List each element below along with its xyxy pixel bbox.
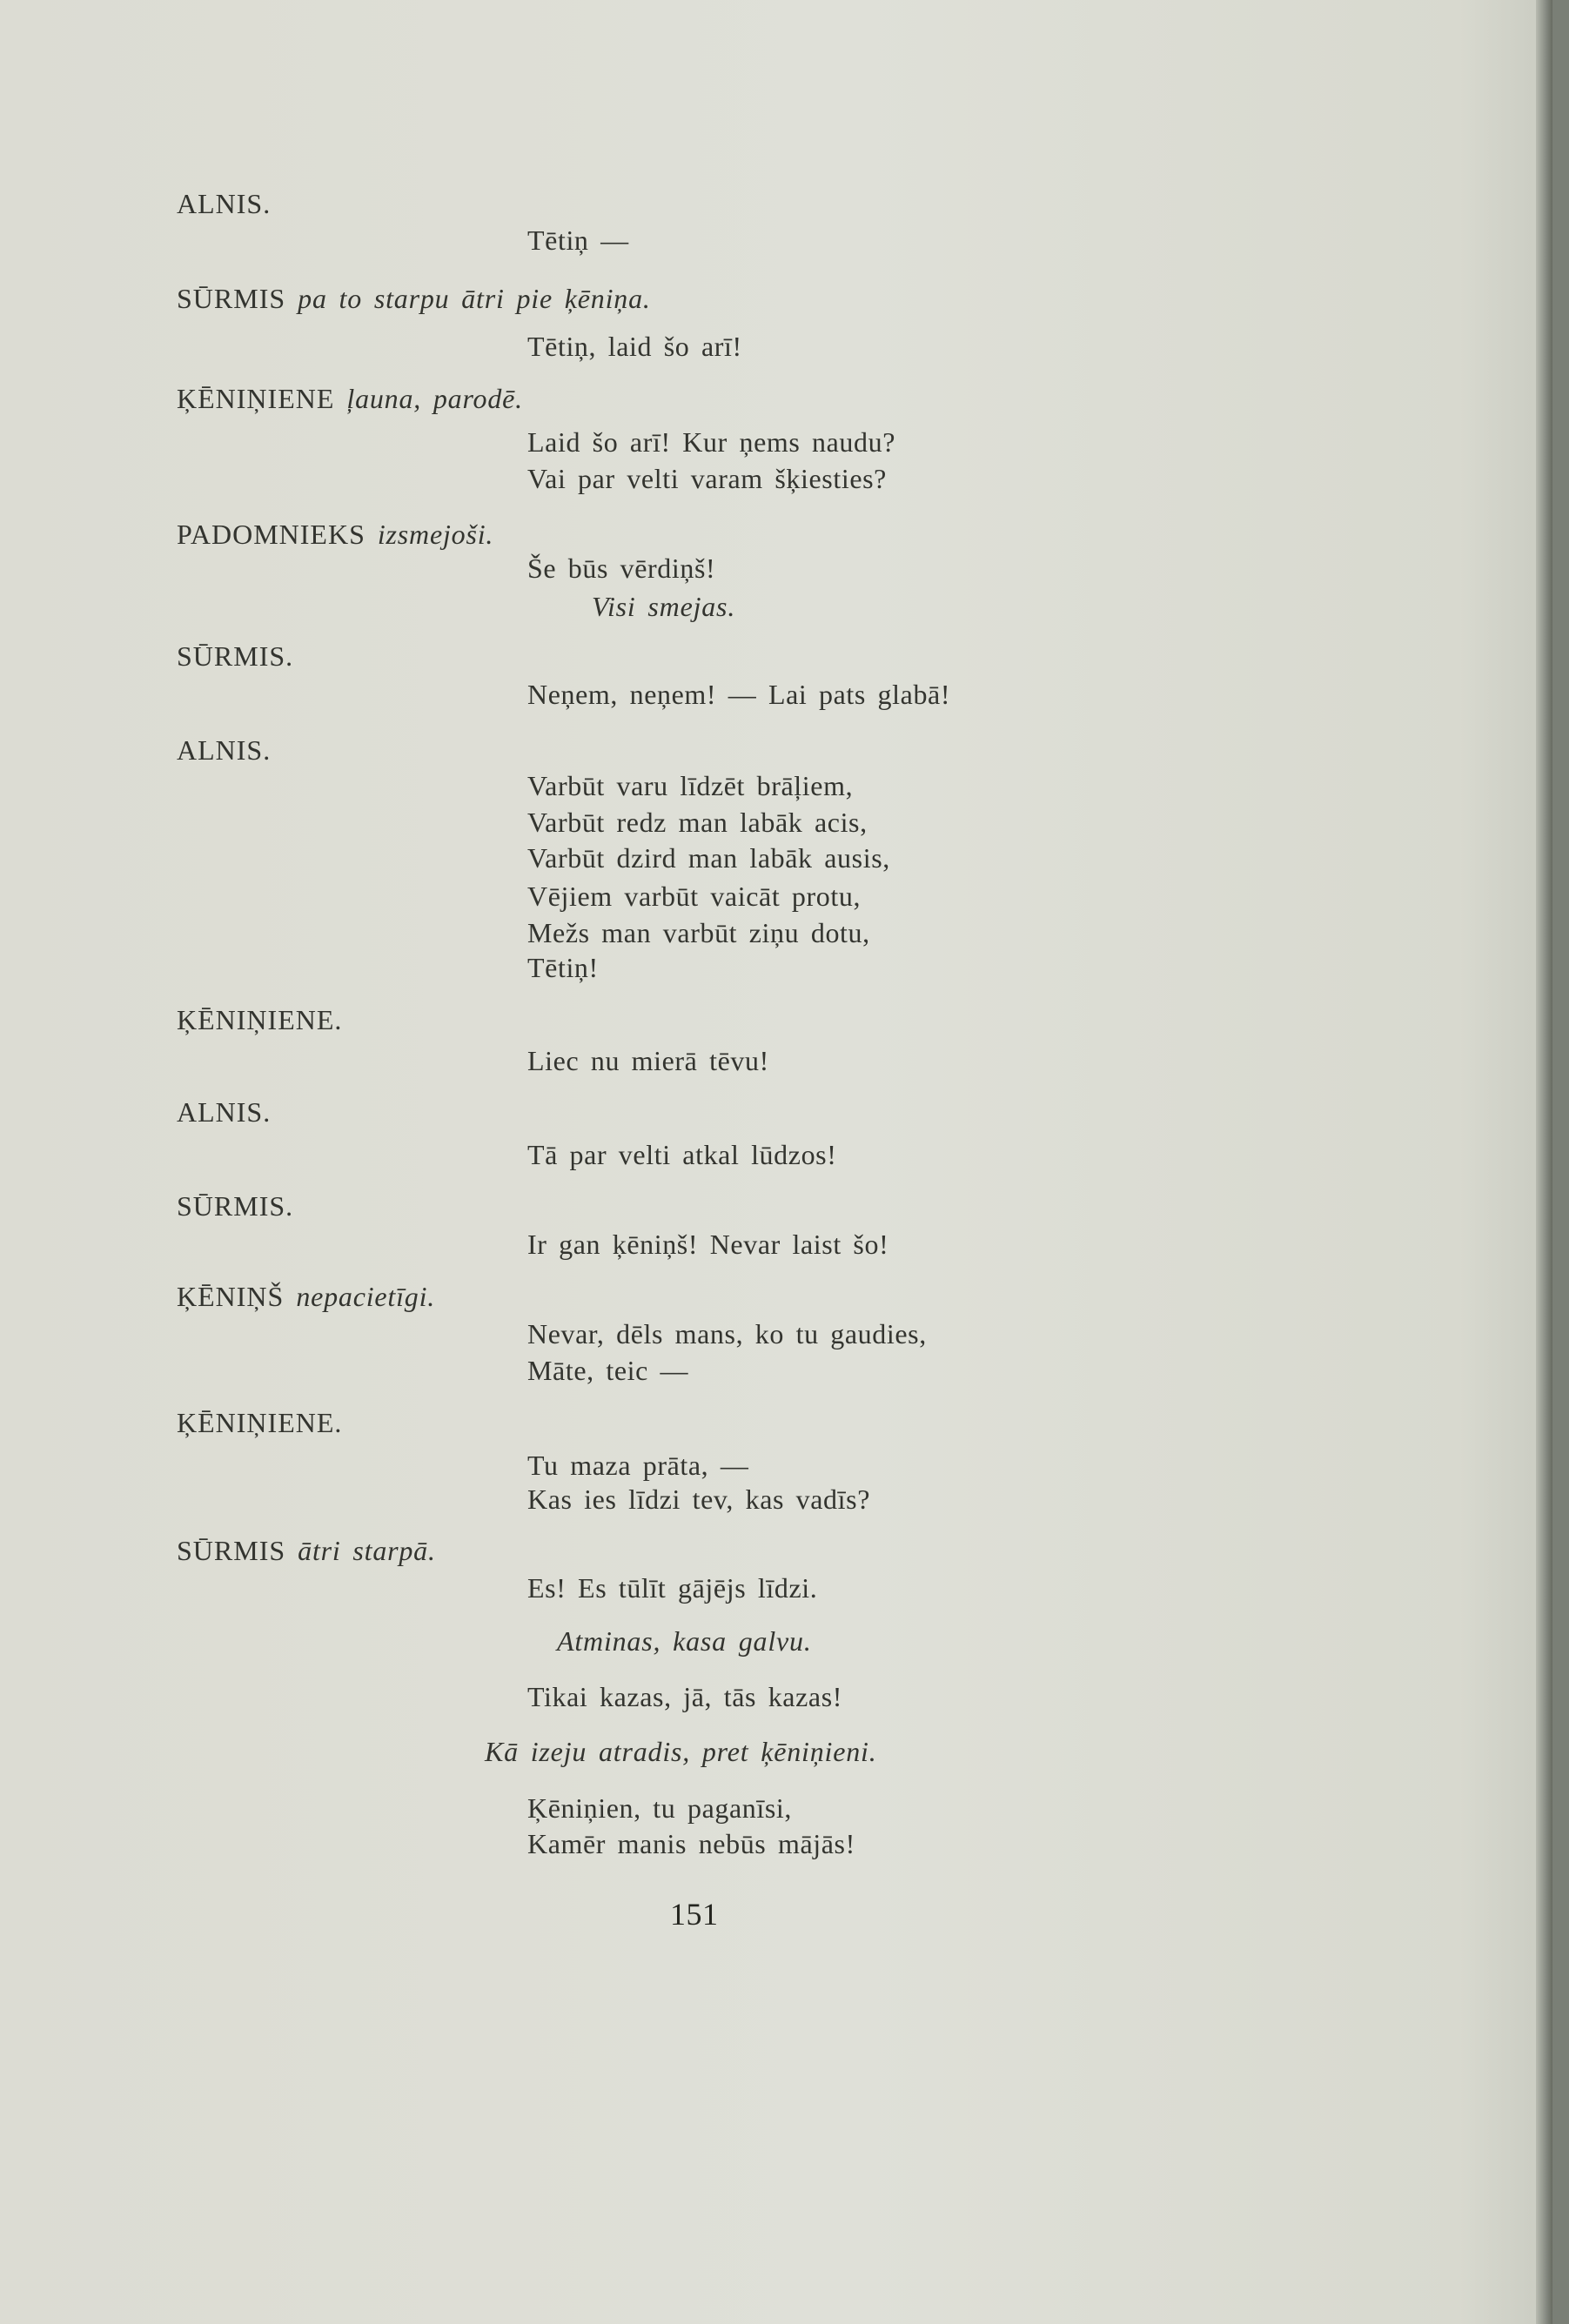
speaker-surmis: SŪRMIS bbox=[177, 283, 286, 314]
page-edge-shadow bbox=[1536, 0, 1552, 2324]
speaker-padomnieks: PADOMNIEKS bbox=[177, 519, 365, 550]
stage-direction: izsmejoši. bbox=[377, 519, 494, 550]
verse-line: Varbūt varu līdzēt brāļiem, bbox=[527, 770, 854, 801]
stage-direction: ļauna, parodē. bbox=[346, 383, 523, 414]
speaker-direction-line bbox=[177, 381, 523, 416]
dialogue-line: Liec nu mierā tēvu! bbox=[527, 1045, 769, 1076]
speaker-direction-line bbox=[177, 1279, 435, 1314]
speaker-alnis: ALNIS. bbox=[177, 1096, 272, 1128]
page-number: 151 bbox=[670, 1897, 719, 1932]
verse-line: Mežs man varbūt ziņu dotu, bbox=[527, 917, 870, 948]
dialogue-line: Neņem, neņem! — Lai pats glabā! bbox=[527, 679, 951, 710]
speaker-surmis: SŪRMIS bbox=[177, 1535, 286, 1566]
dialogue-line: Laid šo arī! Kur ņems naudu? bbox=[527, 426, 896, 458]
stage-direction: ātri starpā. bbox=[298, 1535, 436, 1566]
speaker-direction-line bbox=[177, 517, 493, 552]
dialogue-line: Ir gan ķēniņš! Nevar laist šo! bbox=[527, 1229, 889, 1260]
dialogue-line: Tu maza prāta, — bbox=[527, 1450, 749, 1481]
dialogue-line: Tā par velti atkal lūdzos! bbox=[527, 1139, 837, 1170]
verse-line: Varbūt redz man labāk acis, bbox=[527, 807, 868, 838]
dialogue-line: Tētiņ — bbox=[527, 224, 629, 256]
verse-line: Tētiņ! bbox=[527, 952, 599, 983]
stage-direction: Visi smejas. bbox=[592, 591, 736, 622]
dialogue-line: Kamēr manis nebūs mājās! bbox=[527, 1828, 855, 1859]
dialogue-line: Māte, teic — bbox=[527, 1355, 689, 1386]
stage-direction: pa to starpu ātri pie ķēniņa. bbox=[298, 283, 651, 314]
stage-direction: Atminas, kasa galvu. bbox=[557, 1625, 812, 1657]
speaker-surmis: SŪRMIS. bbox=[177, 640, 294, 672]
stage-direction: Kā izeju atradis, pret ķēniņieni. bbox=[485, 1736, 877, 1767]
dialogue-line: Es! Es tūlīt gājējs līdzi. bbox=[527, 1572, 818, 1604]
verse-line: Varbūt dzird man labāk ausis, bbox=[527, 842, 890, 874]
dialogue-line: Tikai kazas, jā, tās kazas! bbox=[527, 1681, 843, 1712]
speaker-kenins: ĶĒNIŅŠ bbox=[177, 1281, 285, 1312]
dialogue-line: Vai par velti varam šķiesties? bbox=[527, 463, 887, 494]
speaker-keninine: ĶĒNIŅIENE. bbox=[177, 1407, 343, 1438]
dialogue-line: Kas ies līdzi tev, kas vadīs? bbox=[527, 1483, 871, 1515]
speaker-keninine: ĶĒNIŅIENE bbox=[177, 383, 335, 414]
speaker-direction-line bbox=[177, 1533, 436, 1568]
speaker-alnis: ALNIS. bbox=[177, 188, 272, 219]
speaker-surmis: SŪRMIS. bbox=[177, 1190, 294, 1222]
speaker-alnis: ALNIS. bbox=[177, 734, 272, 766]
speaker-keninine: ĶĒNIŅIENE. bbox=[177, 1004, 343, 1035]
verse-line: Vējiem varbūt vaicāt protu, bbox=[527, 881, 862, 912]
stage-direction: nepacietīgi. bbox=[296, 1281, 436, 1312]
speaker-direction-line bbox=[177, 281, 651, 316]
dialogue-line: Ķēniņien, tu paganīsi, bbox=[527, 1792, 793, 1824]
dialogue-line: Tētiņ, laid šo arī! bbox=[527, 331, 742, 362]
dialogue-line: Nevar, dēls mans, ko tu gaudies, bbox=[527, 1318, 927, 1350]
dialogue-line: Še būs vērdiņš! bbox=[527, 553, 716, 584]
